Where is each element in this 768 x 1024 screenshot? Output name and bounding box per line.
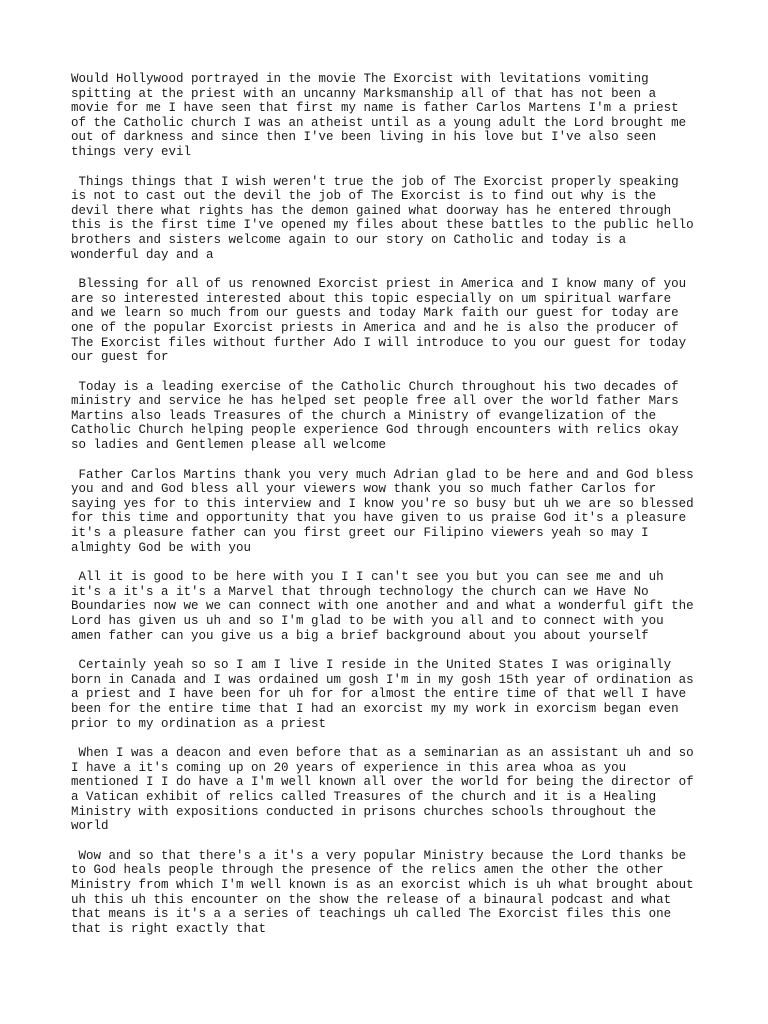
paragraph-6: All it is good to be here with you I I can't see you but you can see me and uh it's a it's a it's a Marvel that through technology the church can we Have No Boundaries now we we can connect with one another and and what a wonderful gift the Lord has given us uh and so I'm glad to be with you all and to connect with you amen father can you give us a big a brief background about you about yourself bbox=[71, 570, 694, 643]
document-page bbox=[71, 72, 711, 951]
paragraph-3: Blessing for all of us renowned Exorcist priest in America and I know many of you are so interested interested about this topic especially on um spiritual warfare and we learn so much from our guests and today Mark faith our guest for today are one of the popular Exorcist priests in America and and he is also the producer of The Exorcist files without further Ado I will introduce to you our guest for today our guest for bbox=[71, 277, 687, 365]
paragraph-7: Certainly yeah so so I am I live I reside in the United States I was originally born in Canada and I was ordained um gosh I'm in my gosh 15th year of ordination as a priest and I have been for uh for for almost the entire time of that well I have been for the entire time that I had an exorcist my my work in exorcism began even prior to my ordination as a priest bbox=[71, 658, 694, 731]
paragraph-2: Things things that I wish weren't true the job of The Exorcist properly speaking is not to cast out the devil the job of The Exorcist is to find out why is the devil there what rights has the demon gained what doorway has he entered through this is the first time I've opened my files about these battles to the public hello brothers and sisters welcome again to our story on Catholic and today is a wonderful day and a bbox=[71, 174, 694, 262]
paragraph-9: Wow and so that there's a it's a very popular Ministry because the Lord thanks be to God heals people through the presence of the relics amen the other the other Ministry from which I'm well known is as an exorcist which is uh what brought about uh this uh this encounter on the show the release of a binaural podcast and what that means is it's a a series of teachings uh called The Exorcist files this one that is right exactly that bbox=[71, 848, 694, 936]
paragraph-8: When I was a deacon and even before that as a seminarian as an assistant uh and so I have a it's coming up on 20 years of experience in this area whoa as you mentioned I I do have a I'm well known all over the world for being the director of a Vatican exhibit of relics called Treasures of the church and it is a Healing Ministry with expositions conducted in prisons churches schools throughout the world bbox=[71, 746, 694, 834]
paragraph-4: Today is a leading exercise of the Catholic Church throughout his two decades of ministry and service he has helped set people free all over the world father Mars Martins also leads Treasures of the church a Ministry of evangelization of the Catholic Church helping people experience God through encounters with relics okay so ladies and Gentlemen please all welcome bbox=[71, 379, 679, 453]
paragraph-5: Father Carlos Martins thank you very much Adrian glad to be here and and God bless you and and God bless all your viewers wow thank you so much father Carlos for saying yes for to this interview and I know you're so busy but uh we are so blessed for this time and opportunity that you have given to us praise God it's a pleasure it's a pleasure father can you first greet our Filipino viewers yeah so may I almighty God be with you bbox=[71, 467, 694, 555]
paragraph-1: Would Hollywood portrayed in the movie The Exorcist with levitations vomiting spitting at the priest with an uncanny Marksmanship all of that has not been a movie for me I have seen that first my name is father Carlos Martens I'm a priest of the Catholic church I was an atheist until as a young adult the Lord brought me out of darkness and since then I've been living in his love but I've also seen things very evil bbox=[71, 72, 687, 159]
